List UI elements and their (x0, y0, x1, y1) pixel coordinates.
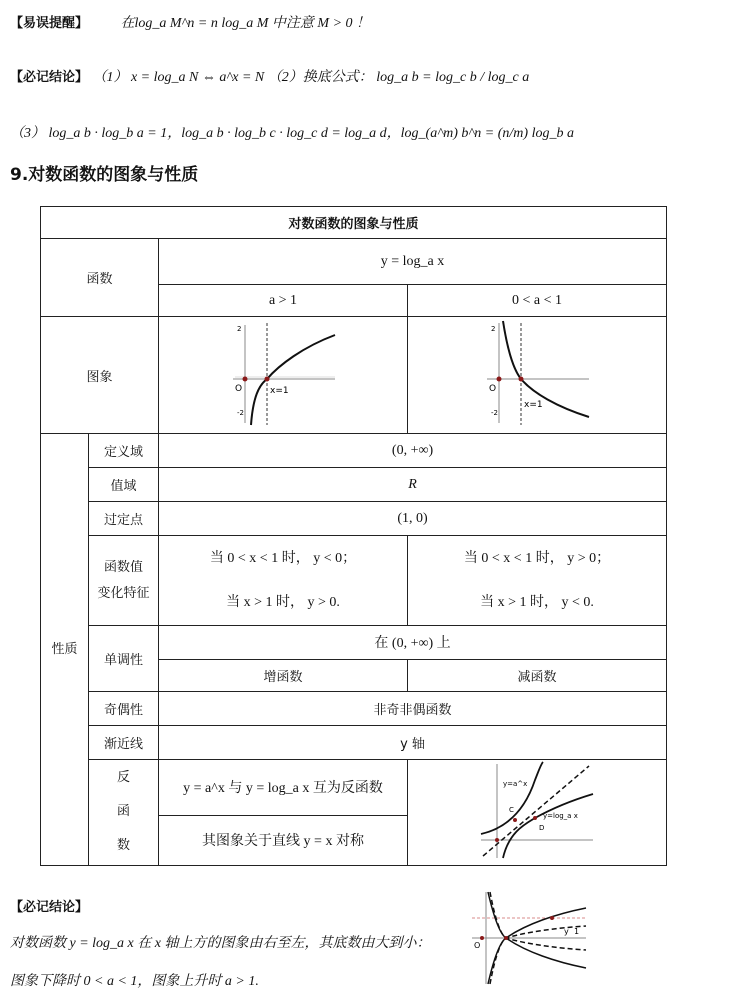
x-eq-1-label: x=1 (524, 400, 543, 411)
change-label-2: 变化特征 (97, 585, 150, 601)
function-expression: y = log_a x (159, 239, 667, 285)
graph-decreasing-cell (408, 317, 667, 434)
section-title: 9.对数函数的图象与性质 (10, 165, 199, 185)
fixed-point-value: (1, 0) (159, 502, 667, 536)
change-gt-1: 当 0 < x < 1 时， y < 0； (209, 550, 357, 566)
inverse-text-2: 其图象关于直线 y = x 对称 (159, 815, 408, 865)
asymptote-label: 渐近线 (89, 725, 159, 759)
inverse-label-3: 数 (116, 838, 130, 854)
domain-label: 定义域 (89, 434, 159, 468)
change-decreasing-cell (408, 536, 667, 625)
domain-value: (0, +∞) (159, 434, 667, 468)
bottom-y-label: y (564, 927, 569, 936)
change-lt-1: 当 0 < x < 1 时， y > 0； (463, 550, 611, 566)
change-label-cell (89, 536, 159, 625)
properties-label-cell (41, 434, 89, 866)
monotonicity-label: 单调性 (89, 625, 159, 691)
inverse-ax-label: y=a^x (503, 780, 528, 789)
origin-label: O (489, 384, 497, 395)
bottom-left-point (480, 936, 484, 940)
case-a-between-0-1: 0 < a < 1 (408, 285, 667, 317)
inverse-origin-dot (495, 838, 499, 842)
fixed-point-dot (519, 377, 524, 382)
table-title: 对数函数的图象与性质 (41, 207, 667, 239)
error-tip-text: 在log_a M^n = n log_a M 中注意 M > 0 ！ (120, 16, 371, 31)
inverse-graph-cell (408, 759, 667, 865)
graph-label: 图象 (41, 317, 159, 434)
inverse-point-c (513, 818, 517, 822)
graph-decreasing (477, 317, 597, 429)
fixed-point-label: 过定点 (89, 502, 159, 536)
bottom-line-2: 图象下降时 0 < a < 1，图象上升时 a > 1. (10, 974, 259, 989)
monotonicity-value: 在 (0, +∞) 上 (159, 625, 667, 659)
inverse-c-label: C (509, 806, 514, 815)
case-a-greater-1: a > 1 (159, 285, 408, 317)
inverse-d-label: D (539, 824, 545, 833)
inverse-text-1: y = a^x 与 y = log_a x 互为反函数 (159, 759, 408, 815)
monotonicity-increasing: 增函数 (159, 659, 408, 691)
change-gt-2: 当 x > 1 时， y > 0. (226, 594, 340, 610)
graph-increasing-cell (159, 317, 408, 434)
tick-2: 2 (491, 325, 496, 334)
properties-label: 性质 (51, 641, 78, 657)
inverse-log-label: y=log_a x (543, 812, 578, 821)
bottom-right-point (550, 916, 554, 920)
tick-m2: -2 (237, 409, 244, 418)
inverse-label-1: 反 (116, 770, 130, 786)
inverse-point-d (533, 816, 537, 820)
bottom-line-1: 对数函数 y = log_a x 在 x 轴上方的图象由右至左，其底数由大到小： (10, 936, 431, 951)
conclusion-line-1 (10, 66, 529, 86)
bottom-1-label: 1 (574, 927, 580, 936)
tick-m2: -2 (491, 409, 498, 418)
change-lt-2: 当 x > 1 时， y < 0. (480, 594, 594, 610)
origin-label: O (235, 384, 243, 395)
error-tip-line (10, 12, 370, 32)
monotonicity-decreasing: 减函数 (408, 659, 667, 691)
conclusion-tag: 【必记结论】 (10, 70, 89, 85)
inverse-label-2: 函 (116, 804, 130, 820)
conclusion-formula-1: （1） x = log_a N ⇔ a^x = N （2）换底公式： log_a b = log_c b / log_c a (92, 70, 530, 85)
parity-value: 非奇非偶函数 (159, 691, 667, 725)
fixed-point-dot (265, 377, 270, 382)
bottom-graph (466, 888, 590, 988)
properties-table (40, 206, 667, 866)
inverse-graph (477, 760, 597, 860)
conclusion-line-3 (10, 122, 574, 142)
change-increasing-cell (159, 536, 408, 625)
bottom-origin-label: O (474, 941, 481, 950)
origin-dot (497, 377, 502, 382)
origin-dot (243, 377, 248, 382)
range-value: R (159, 468, 667, 502)
bottom-fixed-point (504, 936, 508, 940)
conclusion-formula-3: （3） log_a b · log_b a = 1，log_a b · log_b c · log_c d = log_a d，log_(a^m) b^n = (n/m) log_b a (10, 126, 574, 141)
inverse-label-cell (89, 759, 159, 865)
parity-label: 奇偶性 (89, 691, 159, 725)
x-eq-1-label: x=1 (270, 386, 289, 397)
graph-increasing (223, 317, 343, 429)
asymptote-value: y 轴 (159, 725, 667, 759)
range-label: 值域 (89, 468, 159, 502)
function-label: 函数 (41, 239, 159, 317)
change-label-1: 函数值 (103, 559, 143, 575)
tick-2: 2 (237, 325, 242, 334)
error-tip-tag: 【易误提醒】 (10, 16, 89, 31)
bottom-conclusion-tag: 【必记结论】 (10, 900, 89, 915)
